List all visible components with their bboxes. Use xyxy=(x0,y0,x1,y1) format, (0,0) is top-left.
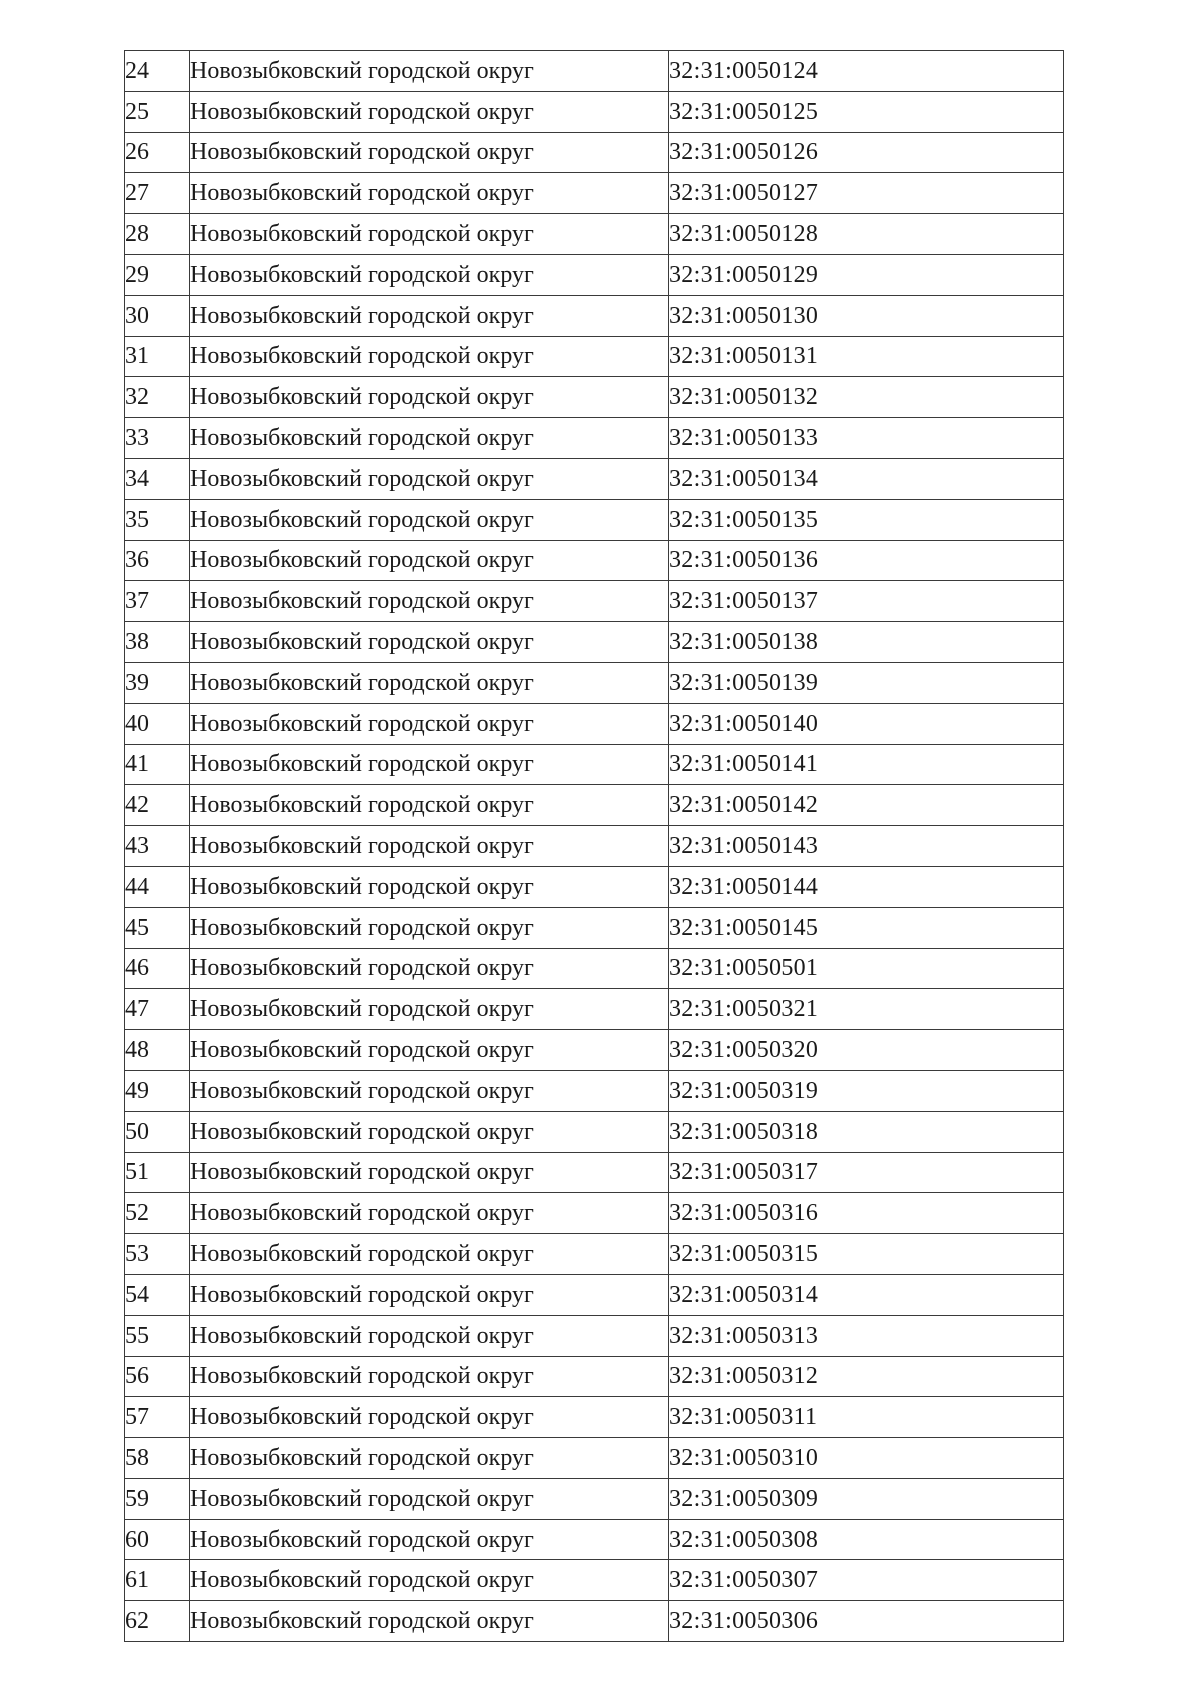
district-name: Новозыбковский городской округ xyxy=(190,1438,669,1479)
district-name: Новозыбковский городской округ xyxy=(190,662,669,703)
table-row xyxy=(125,622,1064,663)
table-row xyxy=(125,1315,1064,1356)
district-name: Новозыбковский городской округ xyxy=(190,51,669,92)
row-number: 38 xyxy=(125,622,190,663)
district-name: Новозыбковский городской округ xyxy=(190,214,669,255)
row-number: 32 xyxy=(125,377,190,418)
district-name: Новозыбковский городской округ xyxy=(190,336,669,377)
table-row xyxy=(125,132,1064,173)
row-number: 47 xyxy=(125,989,190,1030)
cadastral-code: 32:31:0050136 xyxy=(669,540,1064,581)
row-number: 44 xyxy=(125,866,190,907)
table-row xyxy=(125,295,1064,336)
cadastral-code: 32:31:0050142 xyxy=(669,785,1064,826)
cadastral-code: 32:31:0050129 xyxy=(669,254,1064,295)
row-number: 33 xyxy=(125,418,190,459)
table-row xyxy=(125,826,1064,867)
table-row xyxy=(125,744,1064,785)
cadastral-code: 32:31:0050144 xyxy=(669,866,1064,907)
cadastral-code: 32:31:0050143 xyxy=(669,826,1064,867)
table-row xyxy=(125,173,1064,214)
district-name: Новозыбковский городской округ xyxy=(190,377,669,418)
district-name: Новозыбковский городской округ xyxy=(190,1193,669,1234)
district-name: Новозыбковский городской округ xyxy=(190,907,669,948)
district-name: Новозыбковский городской округ xyxy=(190,418,669,459)
district-name: Новозыбковский городской округ xyxy=(190,132,669,173)
row-number: 41 xyxy=(125,744,190,785)
cadastral-table xyxy=(124,50,1064,1642)
district-name: Новозыбковский городской округ xyxy=(190,1152,669,1193)
cadastral-code: 32:31:0050130 xyxy=(669,295,1064,336)
cadastral-code: 32:31:0050137 xyxy=(669,581,1064,622)
table-row xyxy=(125,866,1064,907)
district-name: Новозыбковский городской округ xyxy=(190,1234,669,1275)
cadastral-code: 32:31:0050141 xyxy=(669,744,1064,785)
district-name: Новозыбковский городской округ xyxy=(190,1478,669,1519)
row-number: 24 xyxy=(125,51,190,92)
table-row xyxy=(125,1030,1064,1071)
cadastral-code: 32:31:0050310 xyxy=(669,1438,1064,1479)
row-number: 27 xyxy=(125,173,190,214)
cadastral-code: 32:31:0050309 xyxy=(669,1478,1064,1519)
cadastral-code: 32:31:0050124 xyxy=(669,51,1064,92)
cadastral-code: 32:31:0050307 xyxy=(669,1560,1064,1601)
row-number: 59 xyxy=(125,1478,190,1519)
row-number: 43 xyxy=(125,826,190,867)
cadastral-code: 32:31:0050306 xyxy=(669,1601,1064,1642)
table-row xyxy=(125,1274,1064,1315)
table-row xyxy=(125,540,1064,581)
cadastral-code: 32:31:0050126 xyxy=(669,132,1064,173)
district-name: Новозыбковский городской округ xyxy=(190,1315,669,1356)
row-number: 31 xyxy=(125,336,190,377)
district-name: Новозыбковский городской округ xyxy=(190,1274,669,1315)
table-row xyxy=(125,1397,1064,1438)
table-row xyxy=(125,91,1064,132)
table-row xyxy=(125,51,1064,92)
cadastral-code: 32:31:0050128 xyxy=(669,214,1064,255)
cadastral-code: 32:31:0050315 xyxy=(669,1234,1064,1275)
table-row xyxy=(125,1601,1064,1642)
table-row xyxy=(125,1438,1064,1479)
cadastral-code: 32:31:0050321 xyxy=(669,989,1064,1030)
district-name: Новозыбковский городской округ xyxy=(190,1560,669,1601)
row-number: 54 xyxy=(125,1274,190,1315)
row-number: 53 xyxy=(125,1234,190,1275)
row-number: 50 xyxy=(125,1111,190,1152)
row-number: 49 xyxy=(125,1070,190,1111)
table-row xyxy=(125,948,1064,989)
row-number: 40 xyxy=(125,703,190,744)
district-name: Новозыбковский городской округ xyxy=(190,1111,669,1152)
table-row xyxy=(125,907,1064,948)
row-number: 26 xyxy=(125,132,190,173)
cadastral-code: 32:31:0050314 xyxy=(669,1274,1064,1315)
row-number: 29 xyxy=(125,254,190,295)
district-name: Новозыбковский городской округ xyxy=(190,1356,669,1397)
district-name: Новозыбковский городской округ xyxy=(190,91,669,132)
row-number: 39 xyxy=(125,662,190,703)
row-number: 42 xyxy=(125,785,190,826)
cadastral-code: 32:31:0050125 xyxy=(669,91,1064,132)
table-body xyxy=(125,51,1064,1642)
district-name: Новозыбковский городской округ xyxy=(190,1030,669,1071)
district-name: Новозыбковский городской округ xyxy=(190,499,669,540)
district-name: Новозыбковский городской округ xyxy=(190,703,669,744)
cadastral-code: 32:31:0050501 xyxy=(669,948,1064,989)
table-row xyxy=(125,377,1064,418)
table-row xyxy=(125,336,1064,377)
district-name: Новозыбковский городской округ xyxy=(190,1601,669,1642)
cadastral-code: 32:31:0050133 xyxy=(669,418,1064,459)
table-row xyxy=(125,1478,1064,1519)
cadastral-code: 32:31:0050312 xyxy=(669,1356,1064,1397)
cadastral-code: 32:31:0050127 xyxy=(669,173,1064,214)
cadastral-code: 32:31:0050139 xyxy=(669,662,1064,703)
district-name: Новозыбковский городской округ xyxy=(190,295,669,336)
cadastral-code: 32:31:0050319 xyxy=(669,1070,1064,1111)
row-number: 28 xyxy=(125,214,190,255)
district-name: Новозыбковский городской округ xyxy=(190,1397,669,1438)
row-number: 62 xyxy=(125,1601,190,1642)
row-number: 51 xyxy=(125,1152,190,1193)
table-row xyxy=(125,1193,1064,1234)
district-name: Новозыбковский городской округ xyxy=(190,1070,669,1111)
cadastral-code: 32:31:0050311 xyxy=(669,1397,1064,1438)
table-row xyxy=(125,499,1064,540)
table-row xyxy=(125,458,1064,499)
district-name: Новозыбковский городской округ xyxy=(190,866,669,907)
row-number: 30 xyxy=(125,295,190,336)
district-name: Новозыбковский городской округ xyxy=(190,989,669,1030)
table-row xyxy=(125,254,1064,295)
cadastral-code: 32:31:0050318 xyxy=(669,1111,1064,1152)
table-row xyxy=(125,1152,1064,1193)
table-row xyxy=(125,1519,1064,1560)
row-number: 46 xyxy=(125,948,190,989)
table-row xyxy=(125,703,1064,744)
cadastral-code: 32:31:0050138 xyxy=(669,622,1064,663)
row-number: 55 xyxy=(125,1315,190,1356)
district-name: Новозыбковский городской округ xyxy=(190,540,669,581)
district-name: Новозыбковский городской округ xyxy=(190,458,669,499)
district-name: Новозыбковский городской округ xyxy=(190,1519,669,1560)
row-number: 36 xyxy=(125,540,190,581)
row-number: 35 xyxy=(125,499,190,540)
row-number: 58 xyxy=(125,1438,190,1479)
table-row xyxy=(125,1234,1064,1275)
row-number: 34 xyxy=(125,458,190,499)
cadastral-code: 32:31:0050134 xyxy=(669,458,1064,499)
row-number: 56 xyxy=(125,1356,190,1397)
cadastral-code: 32:31:0050135 xyxy=(669,499,1064,540)
table-row xyxy=(125,989,1064,1030)
table-row xyxy=(125,785,1064,826)
table-row xyxy=(125,581,1064,622)
table-row xyxy=(125,1111,1064,1152)
cadastral-code: 32:31:0050317 xyxy=(669,1152,1064,1193)
row-number: 25 xyxy=(125,91,190,132)
cadastral-code: 32:31:0050320 xyxy=(669,1030,1064,1071)
district-name: Новозыбковский городской округ xyxy=(190,744,669,785)
cadastral-code: 32:31:0050132 xyxy=(669,377,1064,418)
cadastral-code: 32:31:0050145 xyxy=(669,907,1064,948)
district-name: Новозыбковский городской округ xyxy=(190,622,669,663)
cadastral-code: 32:31:0050313 xyxy=(669,1315,1064,1356)
cadastral-code: 32:31:0050308 xyxy=(669,1519,1064,1560)
table-row xyxy=(125,1070,1064,1111)
table-row xyxy=(125,214,1064,255)
cadastral-code: 32:31:0050316 xyxy=(669,1193,1064,1234)
row-number: 60 xyxy=(125,1519,190,1560)
district-name: Новозыбковский городской округ xyxy=(190,785,669,826)
row-number: 61 xyxy=(125,1560,190,1601)
district-name: Новозыбковский городской округ xyxy=(190,173,669,214)
table-row xyxy=(125,1560,1064,1601)
district-name: Новозыбковский городской округ xyxy=(190,254,669,295)
district-name: Новозыбковский городской округ xyxy=(190,826,669,867)
cadastral-code: 32:31:0050140 xyxy=(669,703,1064,744)
table-row xyxy=(125,418,1064,459)
row-number: 52 xyxy=(125,1193,190,1234)
district-name: Новозыбковский городской округ xyxy=(190,581,669,622)
table-row xyxy=(125,662,1064,703)
cadastral-code: 32:31:0050131 xyxy=(669,336,1064,377)
row-number: 57 xyxy=(125,1397,190,1438)
row-number: 48 xyxy=(125,1030,190,1071)
row-number: 37 xyxy=(125,581,190,622)
district-name: Новозыбковский городской округ xyxy=(190,948,669,989)
row-number: 45 xyxy=(125,907,190,948)
table-row xyxy=(125,1356,1064,1397)
